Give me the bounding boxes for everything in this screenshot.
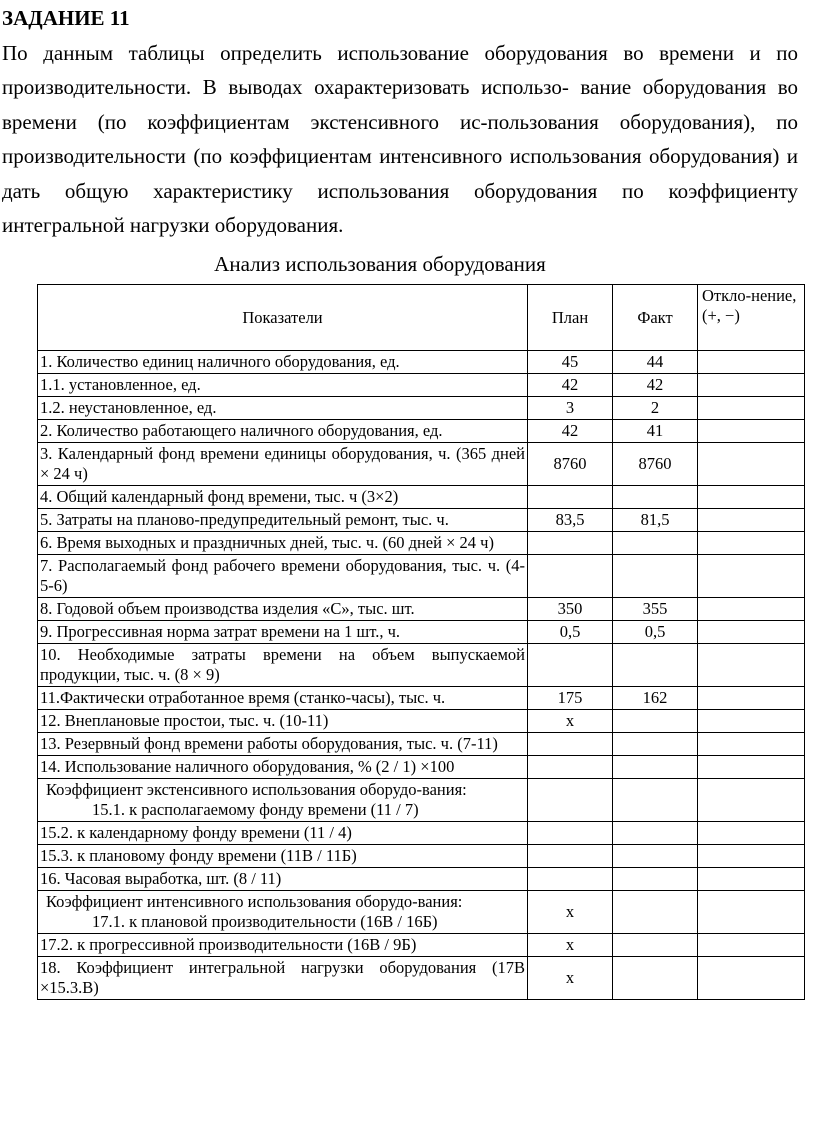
table-row: [38, 934, 805, 957]
table-header-row: [38, 285, 805, 351]
row-fact: 162: [613, 687, 698, 710]
table-row: [38, 868, 805, 891]
table-row: [38, 397, 805, 420]
table-title: Анализ использования оборудования: [214, 252, 546, 276]
row-fact: [613, 486, 698, 509]
row-deviation: [698, 891, 805, 934]
row-fact: 8760: [613, 443, 698, 486]
row-label: 10. Необходимые затраты времени на объем выпускаемой продукции, тыс. ч. (8 × 9): [38, 644, 528, 687]
row-deviation: [698, 621, 805, 644]
row-plan: 350: [528, 598, 613, 621]
equipment-analysis-table: [37, 284, 805, 1000]
row-plan: [528, 822, 613, 845]
row-deviation: [698, 509, 805, 532]
row-fact: [613, 868, 698, 891]
row-label: [38, 891, 528, 934]
row-label: 15.2. к календарному фонду времени (11 / 4): [38, 822, 528, 845]
row-deviation: [698, 756, 805, 779]
row-fact: [613, 845, 698, 868]
row-fact: 42: [613, 374, 698, 397]
row-fact: [613, 891, 698, 934]
row-fact: [613, 779, 698, 822]
row-plan: 0,5: [528, 621, 613, 644]
row-plan: [528, 756, 613, 779]
row-deviation: [698, 420, 805, 443]
table-row: [38, 532, 805, 555]
row-plan: х: [528, 891, 613, 934]
header-indicator: Показатели: [38, 285, 528, 351]
row-plan: х: [528, 710, 613, 733]
row-plan: [528, 845, 613, 868]
table-row: [38, 822, 805, 845]
row-label: 16. Часовая выработка, шт. (8 / 11): [38, 868, 528, 891]
row-fact: 0,5: [613, 621, 698, 644]
row-label: 9. Прогрессивная норма затрат времени на 1 шт., ч.: [38, 621, 528, 644]
row-fact: 355: [613, 598, 698, 621]
row-plan: [528, 555, 613, 598]
row-sub-label: 15.1. к располагаемому фонду времени (11 / 7): [92, 800, 419, 819]
row-label: 12. Внеплановые простои, тыс. ч. (10-11): [38, 710, 528, 733]
row-plan: [528, 868, 613, 891]
row-group-heading: Коэффициент интенсивного использования оборудо-вания:: [46, 892, 463, 911]
row-plan: [528, 644, 613, 687]
row-label: 5. Затраты на планово-предупредительный ремонт, тыс. ч.: [38, 509, 528, 532]
row-plan: 42: [528, 420, 613, 443]
task-heading: ЗАДАНИЕ 11: [2, 6, 130, 30]
table-row: [38, 509, 805, 532]
row-fact: [613, 756, 698, 779]
row-plan: [528, 486, 613, 509]
header-fact: Факт: [613, 285, 698, 351]
row-label: 4. Общий календарный фонд времени, тыс. ч (3×2): [38, 486, 528, 509]
row-plan: 42: [528, 374, 613, 397]
row-deviation: [698, 598, 805, 621]
header-plan: План: [528, 285, 613, 351]
table-row: [38, 644, 805, 687]
table-row: [38, 733, 805, 756]
row-fact: [613, 555, 698, 598]
table-row: [38, 891, 805, 934]
row-plan: 3: [528, 397, 613, 420]
row-plan: 45: [528, 351, 613, 374]
table-row: [38, 845, 805, 868]
table-row: [38, 957, 805, 1000]
row-fact: [613, 644, 698, 687]
table-row: [38, 779, 805, 822]
row-fact: 41: [613, 420, 698, 443]
header-deviation: Откло-нение, (+, −): [698, 285, 805, 351]
row-deviation: [698, 733, 805, 756]
row-deviation: [698, 374, 805, 397]
table-row: [38, 374, 805, 397]
row-plan: 175: [528, 687, 613, 710]
task-text: По данным таблицы определить использование оборудования во времени и по производительности. В выводах охарактеризовать использо- вание оборудования во времени (по коэффициентам экстенсивного ис-пользования оборудования), по производительности (по коэффициентам интенсивного использования оборудования) и дать общую характеристику использования оборудования по коэффициенту интегральной нагрузки оборудования.: [2, 41, 798, 238]
table-row: [38, 443, 805, 486]
row-label: 13. Резервный фонд времени работы оборудования, тыс. ч. (7-11): [38, 733, 528, 756]
row-fact: [613, 733, 698, 756]
row-deviation: [698, 687, 805, 710]
row-plan: 8760: [528, 443, 613, 486]
row-fact: 44: [613, 351, 698, 374]
row-label: 15.3. к плановому фонду времени (11В / 11Б): [38, 845, 528, 868]
table-row: [38, 621, 805, 644]
row-label: 6. Время выходных и праздничных дней, тыс. ч. (60 дней × 24 ч): [38, 532, 528, 555]
row-deviation: [698, 868, 805, 891]
row-group-heading: Коэффициент экстенсивного использования оборудо-вания:: [46, 780, 467, 799]
row-label: 14. Использование наличного оборудования, % (2 / 1) ×100: [38, 756, 528, 779]
row-fact: [613, 532, 698, 555]
row-deviation: [698, 934, 805, 957]
row-deviation: [698, 532, 805, 555]
table-row: [38, 486, 805, 509]
row-label: 17.2. к прогрессивной производительности (16В / 9Б): [38, 934, 528, 957]
table-row: [38, 687, 805, 710]
row-deviation: [698, 957, 805, 1000]
row-deviation: [698, 845, 805, 868]
row-label: 3. Календарный фонд времени единицы оборудования, ч. (365 дней × 24 ч): [38, 443, 528, 486]
row-plan: [528, 532, 613, 555]
row-deviation: [698, 443, 805, 486]
row-deviation: [698, 397, 805, 420]
table-row: [38, 420, 805, 443]
row-label: 2. Количество работающего наличного оборудования, ед.: [38, 420, 528, 443]
row-deviation: [698, 351, 805, 374]
row-plan: х: [528, 934, 613, 957]
row-label: 18. Коэффициент интегральной нагрузки оборудования (17В ×15.3.В): [38, 957, 528, 1000]
row-fact: [613, 957, 698, 1000]
row-label: 7. Располагаемый фонд рабочего времени оборудования, тыс. ч. (4-5-6): [38, 555, 528, 598]
row-deviation: [698, 822, 805, 845]
row-label: 8. Годовой объем производства изделия «С», тыс. шт.: [38, 598, 528, 621]
row-fact: [613, 710, 698, 733]
table-row: [38, 555, 805, 598]
row-deviation: [698, 486, 805, 509]
row-fact: [613, 822, 698, 845]
row-deviation: [698, 710, 805, 733]
row-plan: 83,5: [528, 509, 613, 532]
table-row: [38, 756, 805, 779]
row-label: 1.1. установленное, ед.: [38, 374, 528, 397]
row-sub-label: 17.1. к плановой производительности (16В / 16Б): [92, 912, 438, 931]
table-row: [38, 351, 805, 374]
row-label: 1. Количество единиц наличного оборудования, ед.: [38, 351, 528, 374]
row-plan: [528, 779, 613, 822]
row-label: 11.Фактически отработанное время (станко-часы), тыс. ч.: [38, 687, 528, 710]
row-fact: 81,5: [613, 509, 698, 532]
row-deviation: [698, 779, 805, 822]
row-plan: х: [528, 957, 613, 1000]
row-fact: [613, 934, 698, 957]
row-label: 1.2. неустановленное, ед.: [38, 397, 528, 420]
row-deviation: [698, 644, 805, 687]
row-plan: [528, 733, 613, 756]
row-label: [38, 779, 528, 822]
table-row: [38, 710, 805, 733]
row-deviation: [698, 555, 805, 598]
row-fact: 2: [613, 397, 698, 420]
table-row: [38, 598, 805, 621]
